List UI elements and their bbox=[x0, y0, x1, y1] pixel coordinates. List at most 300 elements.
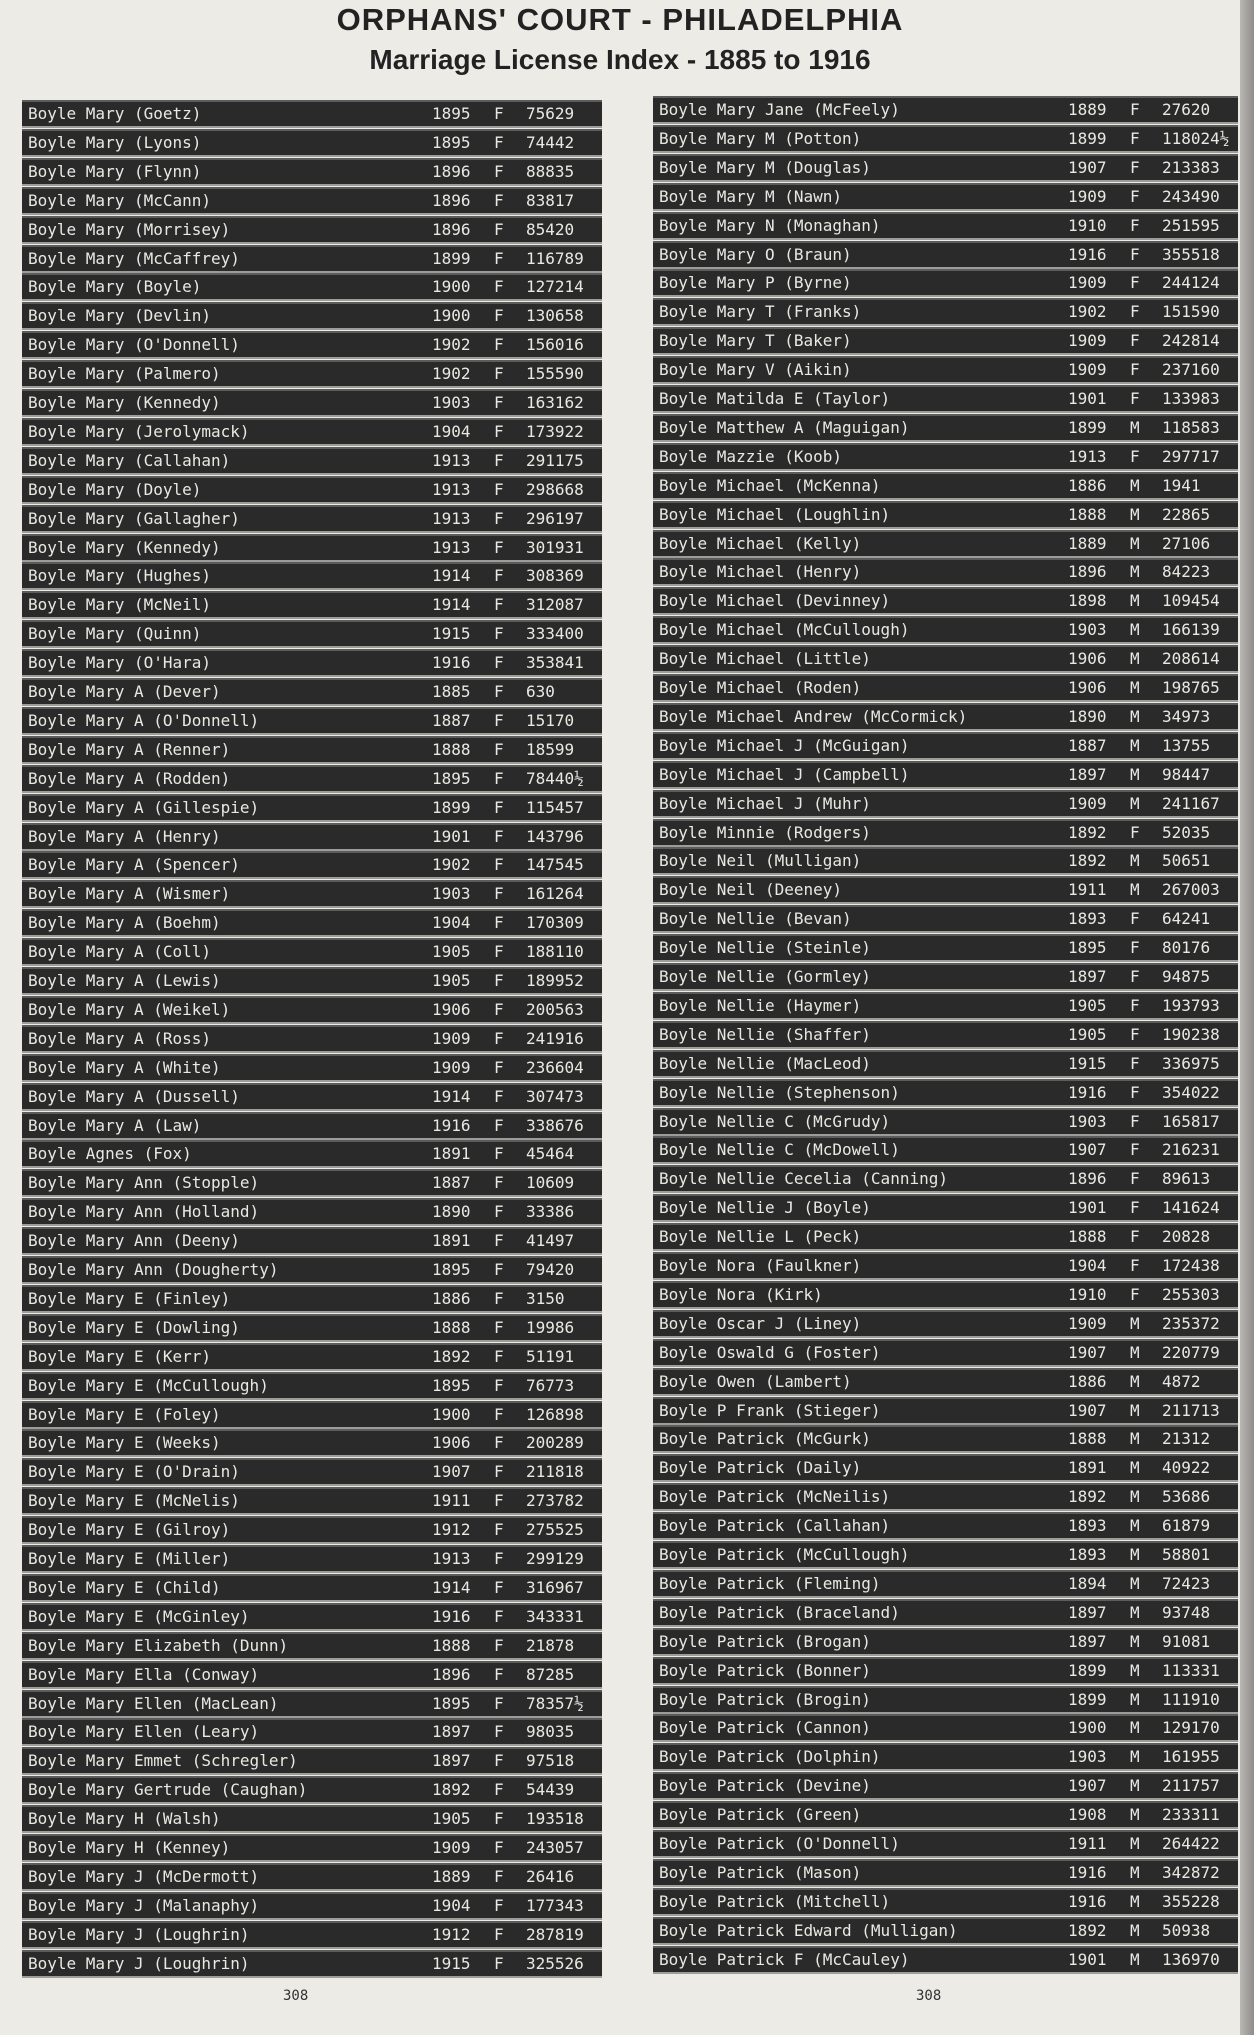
index-row bbox=[653, 1108, 1238, 1136]
entry-sex: F bbox=[494, 508, 504, 528]
entry-license-number: 52035 bbox=[1162, 822, 1211, 842]
entry-year: 1905 bbox=[432, 1809, 471, 1829]
entry-name: Boyle Mary N (Monaghan) bbox=[659, 215, 881, 235]
index-row bbox=[22, 996, 602, 1024]
entry-license-number: 333400 bbox=[526, 624, 584, 644]
entry-sex: M bbox=[1130, 1891, 1140, 1911]
entry-name: Boyle Patrick (McCullough) bbox=[659, 1545, 910, 1564]
entry-sex: F bbox=[494, 1260, 504, 1279]
entry-year: 1912 bbox=[432, 1924, 471, 1944]
entry-sex: F bbox=[494, 537, 504, 557]
index-row bbox=[22, 447, 602, 475]
index-row bbox=[653, 212, 1238, 240]
entry-sex: M bbox=[1130, 620, 1140, 640]
index-row bbox=[653, 1310, 1238, 1338]
index-row bbox=[22, 418, 602, 446]
entry-name: Boyle Patrick (Mitchell) bbox=[659, 1891, 891, 1911]
index-row bbox=[653, 1657, 1238, 1685]
index-row bbox=[22, 794, 602, 822]
entry-year: 1916 bbox=[432, 1606, 471, 1626]
entry-license-number: 208614 bbox=[1162, 649, 1220, 669]
index-row bbox=[653, 761, 1238, 789]
entry-sex: F bbox=[494, 1462, 504, 1482]
entry-name: Boyle Nellie C (McGrudy) bbox=[659, 1111, 891, 1131]
entry-name: Boyle Mazzie (Koob) bbox=[659, 446, 843, 466]
entry-sex: F bbox=[494, 1751, 504, 1771]
entry-license-number: 3150 bbox=[526, 1288, 565, 1308]
entry-name: Boyle Mary J (Loughrin) bbox=[28, 1953, 250, 1973]
entry-sex: M bbox=[1130, 793, 1140, 813]
index-row bbox=[653, 1714, 1238, 1742]
index-row bbox=[22, 1921, 602, 1949]
entry-year: 1909 bbox=[1068, 793, 1107, 813]
entry-sex: F bbox=[494, 190, 504, 210]
index-row bbox=[22, 765, 602, 793]
entry-sex: F bbox=[1130, 822, 1140, 842]
entry-year: 1916 bbox=[1068, 1862, 1107, 1882]
entry-license-number: 64241 bbox=[1162, 909, 1211, 929]
entry-year: 1907 bbox=[1068, 1400, 1107, 1420]
entry-sex: F bbox=[1130, 331, 1140, 351]
entry-year: 1899 bbox=[1068, 1660, 1107, 1680]
entry-license-number: 244124 bbox=[1162, 273, 1220, 293]
entry-year: 1907 bbox=[1068, 1342, 1107, 1362]
entry-license-number: 113331 bbox=[1162, 1660, 1220, 1680]
entry-name: Boyle Michael (Henry) bbox=[659, 562, 862, 582]
entry-sex: F bbox=[1130, 1169, 1140, 1189]
entry-year: 1911 bbox=[1068, 880, 1107, 900]
entry-license-number: 151590 bbox=[1162, 302, 1220, 322]
entry-year: 1910 bbox=[1068, 1284, 1107, 1304]
entry-sex: F bbox=[1130, 1140, 1140, 1160]
entry-year: 1902 bbox=[432, 335, 471, 355]
entry-license-number: 243057 bbox=[526, 1838, 584, 1857]
entry-sex: F bbox=[494, 1693, 504, 1713]
entry-year: 1890 bbox=[432, 1202, 471, 1222]
index-row bbox=[653, 1628, 1238, 1656]
entry-sex: F bbox=[494, 1144, 504, 1164]
entry-license-number: 236604 bbox=[526, 1057, 584, 1077]
entry-license-number: 251595 bbox=[1162, 215, 1220, 235]
entry-license-number: 296197 bbox=[526, 508, 584, 528]
entry-sex: F bbox=[494, 624, 504, 644]
entry-name: Boyle Michael J (McGuigan) bbox=[659, 735, 910, 755]
index-row bbox=[653, 1801, 1238, 1829]
index-row bbox=[22, 476, 602, 504]
entry-year: 1901 bbox=[1068, 1949, 1107, 1969]
entry-license-number: 190238 bbox=[1162, 1024, 1220, 1044]
entry-year: 1913 bbox=[432, 537, 471, 557]
index-row bbox=[22, 245, 602, 273]
entry-sex: F bbox=[494, 913, 504, 933]
entry-year: 1913 bbox=[432, 479, 471, 499]
entry-year: 1909 bbox=[432, 1057, 471, 1077]
entry-name: Boyle Neil (Mulligan) bbox=[659, 851, 862, 871]
entry-name: Boyle Mary E (Foley) bbox=[28, 1404, 221, 1424]
index-row bbox=[22, 851, 602, 879]
index-row bbox=[22, 620, 602, 648]
entry-sex: F bbox=[494, 1838, 504, 1857]
entry-sex: F bbox=[494, 1953, 504, 1973]
entry-sex: M bbox=[1130, 1487, 1140, 1507]
entry-name: Boyle Mary A (Gillespie) bbox=[28, 797, 260, 817]
entry-sex: F bbox=[494, 132, 504, 152]
entry-license-number: 41497 bbox=[526, 1231, 575, 1251]
entry-name: Boyle Mary E (Finley) bbox=[28, 1288, 231, 1308]
entry-name: Boyle Nellie (Stephenson) bbox=[659, 1082, 900, 1102]
entry-sex: M bbox=[1130, 1689, 1140, 1709]
index-row bbox=[653, 1917, 1238, 1945]
entry-name: Boyle Patrick (Green) bbox=[659, 1805, 862, 1825]
entry-sex: F bbox=[494, 104, 504, 123]
entry-license-number: 275525 bbox=[526, 1520, 584, 1540]
entry-year: 1886 bbox=[432, 1288, 471, 1308]
entry-sex: F bbox=[1130, 1111, 1140, 1131]
entry-sex: M bbox=[1130, 678, 1140, 697]
entry-sex: F bbox=[1130, 1082, 1140, 1102]
entry-year: 1910 bbox=[1068, 215, 1107, 235]
entry-year: 1888 bbox=[1068, 1429, 1107, 1449]
entry-name: Boyle Patrick (Daily) bbox=[659, 1458, 862, 1478]
entry-sex: M bbox=[1130, 562, 1140, 582]
entry-year: 1915 bbox=[432, 624, 471, 644]
entry-year: 1912 bbox=[432, 1520, 471, 1540]
entry-license-number: 156016 bbox=[526, 335, 584, 355]
entry-name: Boyle Mary (Jerolymack) bbox=[28, 421, 250, 441]
entry-license-number: 83817 bbox=[526, 190, 575, 210]
entry-sex: F bbox=[494, 479, 504, 499]
index-row bbox=[653, 1946, 1238, 1974]
index-row bbox=[653, 501, 1238, 529]
entry-sex: F bbox=[1130, 360, 1140, 380]
index-row bbox=[22, 1054, 602, 1082]
entry-name: Boyle Mary (Kennedy) bbox=[28, 393, 221, 412]
entry-license-number: 98035 bbox=[526, 1722, 575, 1742]
entry-year: 1914 bbox=[432, 1577, 471, 1597]
index-row bbox=[22, 1661, 602, 1689]
entry-sex: F bbox=[494, 566, 504, 586]
index-row bbox=[22, 1112, 602, 1140]
entry-name: Boyle Nellie (Bevan) bbox=[659, 909, 852, 929]
entry-license-number: 172438 bbox=[1162, 1256, 1220, 1275]
entry-license-number: 21878 bbox=[526, 1635, 575, 1655]
entry-name: Boyle Nellie (Steinle) bbox=[659, 938, 871, 958]
entry-sex: F bbox=[494, 797, 504, 817]
entry-license-number: 243490 bbox=[1162, 186, 1220, 206]
index-row bbox=[653, 298, 1238, 326]
entry-year: 1901 bbox=[1068, 1198, 1107, 1218]
index-row bbox=[653, 183, 1238, 211]
entry-year: 1892 bbox=[1068, 1487, 1107, 1507]
entry-sex: F bbox=[494, 1606, 504, 1626]
index-row bbox=[653, 1772, 1238, 1800]
entry-year: 1896 bbox=[432, 219, 471, 239]
entry-year: 1895 bbox=[432, 1260, 471, 1279]
entry-name: Boyle Mary (Flynn) bbox=[28, 161, 202, 181]
entry-year: 1905 bbox=[1068, 1024, 1107, 1044]
entry-license-number: 355518 bbox=[1162, 244, 1220, 264]
entry-sex: F bbox=[494, 971, 504, 990]
entry-sex: F bbox=[494, 1722, 504, 1742]
index-row bbox=[653, 1859, 1238, 1887]
entry-name: Boyle Mary Ann (Dougherty) bbox=[28, 1260, 279, 1279]
entry-name: Boyle Mary (Lyons) bbox=[28, 132, 202, 152]
entry-license-number: 84223 bbox=[1162, 562, 1211, 582]
index-row bbox=[22, 1025, 602, 1053]
index-row bbox=[22, 1227, 602, 1255]
entry-year: 1907 bbox=[1068, 157, 1107, 177]
entry-sex: F bbox=[494, 161, 504, 181]
index-row bbox=[22, 360, 602, 388]
entry-license-number: 89613 bbox=[1162, 1169, 1211, 1189]
entry-name: Boyle Mary Elizabeth (Dunn) bbox=[28, 1635, 289, 1655]
entry-name: Boyle Mary (O'Hara) bbox=[28, 653, 212, 673]
entry-name: Boyle Mary A (Ross) bbox=[28, 1028, 212, 1048]
entry-year: 1904 bbox=[1068, 1256, 1107, 1275]
entry-license-number: 273782 bbox=[526, 1491, 584, 1511]
entry-name: Boyle Mary (Palmero) bbox=[28, 364, 221, 384]
index-row bbox=[22, 1401, 602, 1429]
entry-name: Boyle Mary A (Weikel) bbox=[28, 999, 231, 1019]
entry-year: 1906 bbox=[1068, 678, 1107, 697]
entry-sex: M bbox=[1130, 1400, 1140, 1420]
entry-name: Boyle Mary E (McGinley) bbox=[28, 1606, 250, 1626]
index-row bbox=[653, 1397, 1238, 1425]
entry-license-number: 76773 bbox=[526, 1375, 575, 1395]
entry-name: Boyle Agnes (Fox) bbox=[28, 1144, 192, 1164]
entry-license-number: 33386 bbox=[526, 1202, 575, 1222]
entry-sex: M bbox=[1130, 1371, 1140, 1391]
entry-name: Boyle Mary (Callahan) bbox=[28, 450, 231, 470]
entry-license-number: 343331 bbox=[526, 1606, 584, 1626]
entry-license-number: 129170 bbox=[1162, 1718, 1220, 1738]
index-row bbox=[653, 1136, 1238, 1164]
entry-name: Boyle Michael (Loughlin) bbox=[659, 504, 891, 524]
entry-name: Boyle Minnie (Rodgers) bbox=[659, 822, 871, 842]
entry-sex: F bbox=[494, 884, 504, 904]
entry-license-number: 51191 bbox=[526, 1346, 575, 1366]
entry-name: Boyle Mary M (Potton) bbox=[659, 128, 862, 148]
entry-sex: F bbox=[494, 450, 504, 470]
entry-name: Boyle Mary E (Kerr) bbox=[28, 1346, 212, 1366]
entry-sex: M bbox=[1130, 851, 1140, 871]
index-row bbox=[22, 823, 602, 851]
entry-sex: F bbox=[1130, 244, 1140, 264]
entry-year: 1885 bbox=[432, 682, 471, 701]
entry-sex: F bbox=[494, 306, 504, 326]
entry-year: 1894 bbox=[1068, 1573, 1107, 1593]
entry-license-number: 355228 bbox=[1162, 1891, 1220, 1911]
index-row bbox=[653, 385, 1238, 413]
entry-license-number: 189952 bbox=[526, 971, 584, 990]
entry-license-number: 115457 bbox=[526, 797, 584, 817]
entry-name: Boyle Patrick (O'Donnell) bbox=[659, 1834, 900, 1853]
entry-year: 1909 bbox=[1068, 360, 1107, 380]
entry-year: 1886 bbox=[1068, 475, 1107, 495]
index-row bbox=[22, 273, 602, 301]
entry-license-number: 130658 bbox=[526, 306, 584, 326]
entry-year: 1896 bbox=[432, 190, 471, 210]
entry-license-number: 94875 bbox=[1162, 967, 1211, 986]
entry-license-number: 267003 bbox=[1162, 880, 1220, 900]
index-row bbox=[22, 1574, 602, 1602]
entry-sex: F bbox=[494, 942, 504, 962]
entry-year: 1891 bbox=[1068, 1458, 1107, 1478]
entry-sex: F bbox=[1130, 1053, 1140, 1073]
entry-name: Boyle Nellie L (Peck) bbox=[659, 1227, 862, 1247]
entry-name: Boyle Mary (Doyle) bbox=[28, 479, 202, 499]
index-row bbox=[22, 1747, 602, 1775]
entry-year: 1905 bbox=[432, 971, 471, 990]
entry-name: Boyle Mary A (Renner) bbox=[28, 739, 231, 759]
entry-license-number: 255303 bbox=[1162, 1284, 1220, 1304]
entry-sex: F bbox=[1130, 100, 1140, 119]
index-row bbox=[653, 1368, 1238, 1396]
entry-sex: F bbox=[1130, 967, 1140, 986]
entry-sex: F bbox=[1130, 186, 1140, 206]
index-row bbox=[653, 269, 1238, 297]
entry-year: 1897 bbox=[1068, 967, 1107, 986]
entry-sex: F bbox=[494, 999, 504, 1019]
entry-name: Boyle Patrick (Brogan) bbox=[659, 1631, 871, 1651]
entry-sex: F bbox=[1130, 909, 1140, 929]
entry-license-number: 27620 bbox=[1162, 100, 1211, 119]
entry-name: Boyle Mary E (Dowling) bbox=[28, 1317, 240, 1337]
entry-sex: F bbox=[1130, 1256, 1140, 1275]
entry-year: 1909 bbox=[1068, 273, 1107, 293]
entry-sex: F bbox=[494, 682, 504, 701]
entry-license-number: 241167 bbox=[1162, 793, 1220, 813]
entry-license-number: 91081 bbox=[1162, 1631, 1211, 1651]
entry-name: Boyle Oscar J (Liney) bbox=[659, 1313, 862, 1333]
index-row bbox=[653, 1454, 1238, 1482]
entry-name: Boyle Mary (Devlin) bbox=[28, 306, 212, 326]
entry-name: Boyle Patrick (Dolphin) bbox=[659, 1747, 881, 1767]
index-row bbox=[22, 1834, 602, 1862]
entry-name: Boyle Nellie J (Boyle) bbox=[659, 1198, 871, 1218]
index-row bbox=[22, 1950, 602, 1978]
entry-year: 1907 bbox=[1068, 1776, 1107, 1796]
entry-sex: M bbox=[1130, 1660, 1140, 1680]
index-row bbox=[653, 905, 1238, 933]
entry-license-number: 297717 bbox=[1162, 446, 1220, 466]
entry-name: Boyle Nora (Kirk) bbox=[659, 1284, 823, 1304]
entry-name: Boyle Mary Ella (Conway) bbox=[28, 1664, 260, 1684]
entry-sex: F bbox=[494, 1346, 504, 1366]
entry-name: Boyle Mary (Boyle) bbox=[28, 277, 202, 297]
entry-name: Boyle Nora (Faulkner) bbox=[659, 1256, 862, 1275]
entry-name: Boyle Nellie (Gormley) bbox=[659, 967, 871, 986]
entry-name: Boyle Mary J (McDermott) bbox=[28, 1866, 260, 1886]
entry-license-number: 74442 bbox=[526, 132, 575, 152]
index-row bbox=[653, 1888, 1238, 1916]
entry-license-number: 13755 bbox=[1162, 735, 1211, 755]
entry-year: 1900 bbox=[432, 277, 471, 297]
entry-license-number: 264422 bbox=[1162, 1834, 1220, 1853]
entry-sex: F bbox=[494, 364, 504, 384]
index-row bbox=[653, 1483, 1238, 1511]
entry-license-number: 161955 bbox=[1162, 1747, 1220, 1767]
entry-sex: M bbox=[1130, 1631, 1140, 1651]
entry-sex: F bbox=[494, 1895, 504, 1915]
entry-year: 1900 bbox=[432, 306, 471, 326]
entry-year: 1897 bbox=[432, 1751, 471, 1771]
entry-sex: F bbox=[494, 1028, 504, 1048]
index-row bbox=[653, 1252, 1238, 1280]
entry-sex: M bbox=[1130, 1342, 1140, 1362]
entry-name: Boyle Patrick Edward (Mulligan) bbox=[659, 1920, 958, 1940]
entry-sex: F bbox=[1130, 1024, 1140, 1044]
entry-year: 1902 bbox=[1068, 302, 1107, 322]
entry-year: 1916 bbox=[432, 1115, 471, 1135]
entry-name: Boyle Patrick (Mason) bbox=[659, 1862, 862, 1882]
entry-year: 1914 bbox=[432, 595, 471, 615]
index-row bbox=[653, 1512, 1238, 1540]
entry-year: 1896 bbox=[432, 1664, 471, 1684]
entry-license-number: 78357½ bbox=[526, 1693, 584, 1713]
entry-sex: F bbox=[1130, 1227, 1140, 1247]
index-row bbox=[653, 876, 1238, 904]
entry-license-number: 198765 bbox=[1162, 678, 1220, 697]
entry-license-number: 133983 bbox=[1162, 389, 1220, 408]
entry-name: Boyle Michael (Kelly) bbox=[659, 533, 862, 553]
entry-name: Boyle Michael (Roden) bbox=[659, 678, 862, 697]
entry-license-number: 216231 bbox=[1162, 1140, 1220, 1160]
entry-year: 1903 bbox=[1068, 620, 1107, 640]
entry-license-number: 211818 bbox=[526, 1462, 584, 1482]
index-row bbox=[653, 1021, 1238, 1049]
entry-sex: M bbox=[1130, 735, 1140, 755]
entry-year: 1892 bbox=[1068, 851, 1107, 871]
entry-name: Boyle Patrick (Braceland) bbox=[659, 1602, 900, 1622]
entry-name: Boyle Patrick (Brogin) bbox=[659, 1689, 871, 1709]
index-row bbox=[22, 1256, 602, 1284]
index-row bbox=[653, 790, 1238, 818]
entry-name: Boyle Mary J (Loughrin) bbox=[28, 1924, 250, 1944]
index-row bbox=[22, 129, 602, 157]
entry-sex: M bbox=[1130, 1573, 1140, 1593]
entry-year: 1903 bbox=[432, 884, 471, 904]
entry-year: 1896 bbox=[432, 161, 471, 181]
entry-sex: F bbox=[494, 1086, 504, 1106]
index-row bbox=[653, 1050, 1238, 1078]
entry-year: 1899 bbox=[432, 248, 471, 268]
entry-license-number: 325526 bbox=[526, 1953, 584, 1973]
page-title: ORPHANS' COURT - PHILADELPHIA bbox=[336, 2, 904, 37]
index-row bbox=[653, 1686, 1238, 1714]
index-row bbox=[22, 1458, 602, 1486]
index-row bbox=[22, 967, 602, 995]
entry-sex: F bbox=[494, 277, 504, 297]
entry-license-number: 22865 bbox=[1162, 504, 1211, 524]
index-row bbox=[22, 505, 602, 533]
entry-sex: F bbox=[494, 1635, 504, 1655]
entry-name: Boyle Mary Ann (Stopple) bbox=[28, 1173, 260, 1193]
entry-sex: M bbox=[1130, 880, 1140, 900]
entry-sex: F bbox=[494, 1202, 504, 1222]
entry-year: 1906 bbox=[1068, 649, 1107, 669]
entry-year: 1895 bbox=[432, 768, 471, 788]
entry-license-number: 630 bbox=[526, 682, 555, 701]
entry-name: Boyle Mary A (Lewis) bbox=[28, 971, 221, 990]
entry-year: 1892 bbox=[432, 1780, 471, 1800]
entry-sex: F bbox=[494, 1577, 504, 1597]
index-row bbox=[22, 736, 602, 764]
entry-name: Boyle Mary (McNeil) bbox=[28, 595, 212, 615]
entry-sex: M bbox=[1130, 475, 1140, 495]
entry-license-number: 20828 bbox=[1162, 1227, 1211, 1247]
entry-year: 1897 bbox=[1068, 764, 1107, 784]
